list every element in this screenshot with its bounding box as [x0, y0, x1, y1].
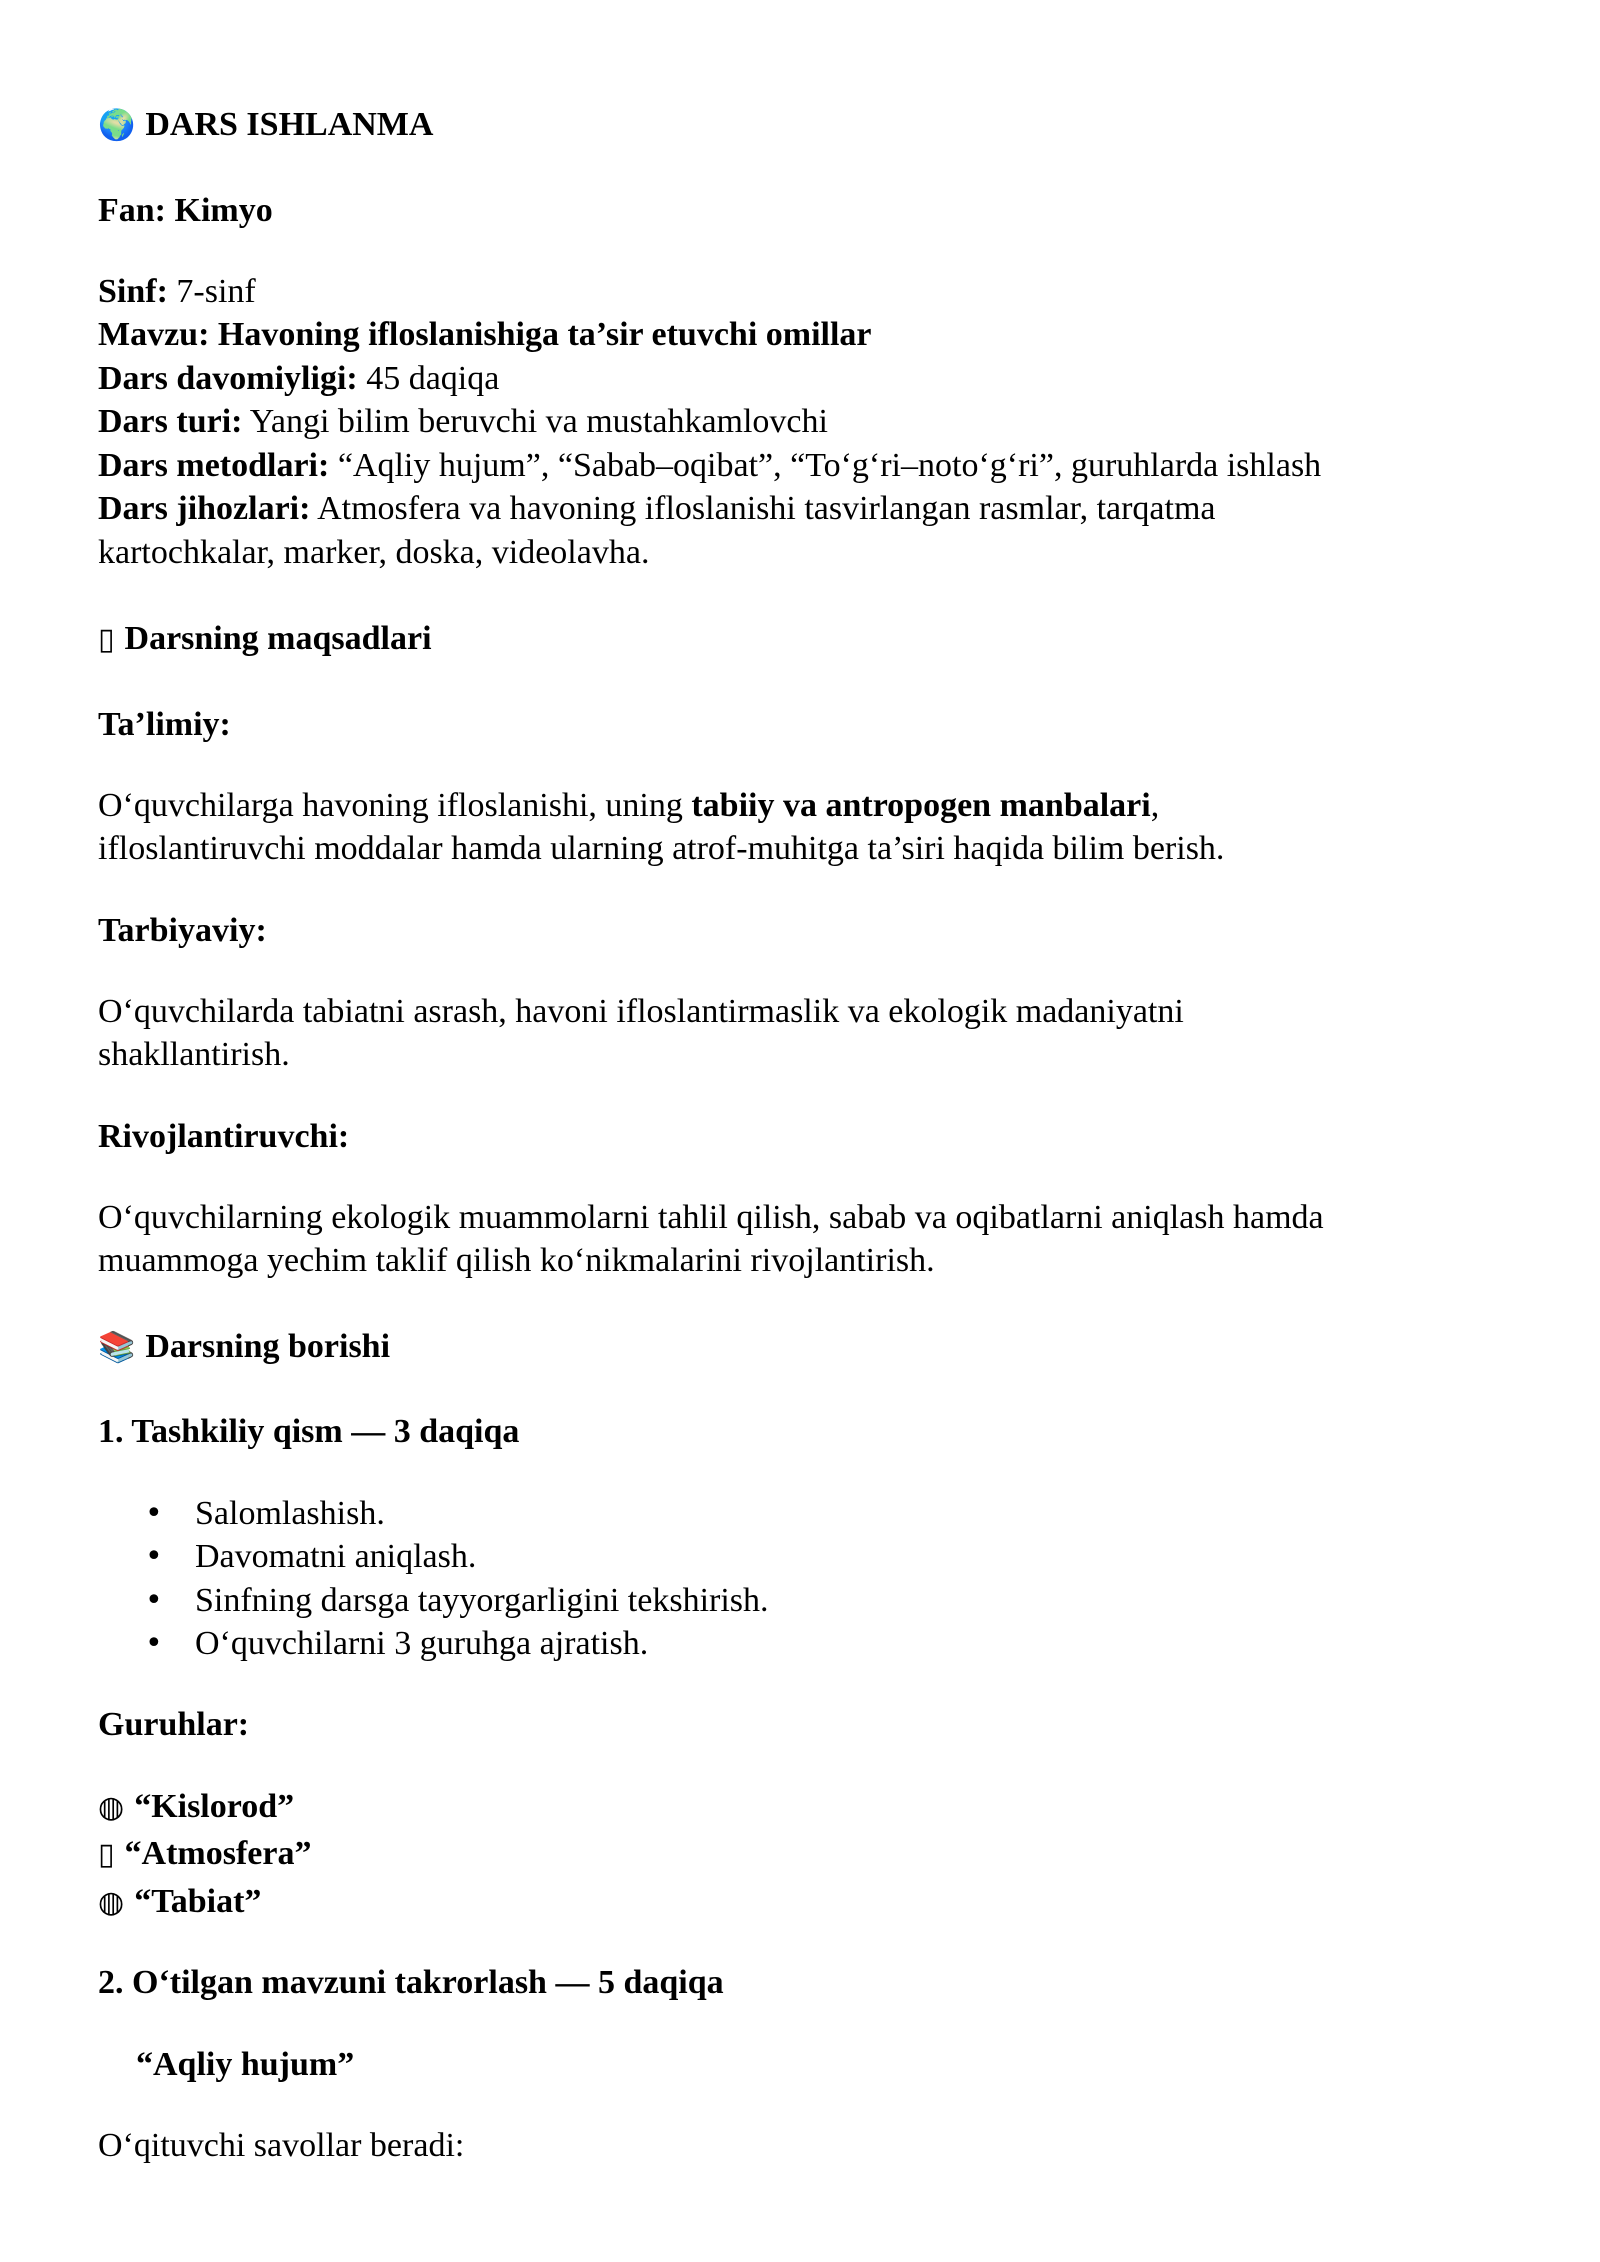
books-icon: 📚: [98, 1330, 136, 1365]
rivoj-text-2: muammoga yechim taklif qilish ko‘nikmalarini rivojlantirish.: [98, 1242, 935, 1279]
document-title-text: DARS ISHLANMA: [145, 106, 434, 143]
sinf-value: 7-sinf: [176, 273, 256, 310]
list-item-text: Davomatni aniqlash.: [195, 1538, 477, 1575]
sinf-label: Sinf:: [98, 273, 168, 310]
metodlar-label: Dars metodlari:: [98, 447, 330, 484]
target-icon: ▯: [98, 622, 115, 657]
borishi-heading: [98, 1325, 390, 1370]
bullet-icon: •: [145, 1496, 163, 1531]
group-item: [98, 1785, 294, 1830]
circle-icon: ◍: [98, 1885, 125, 1920]
turi-value: Yangi bilim beruvchi va mustahkamlovchi: [249, 403, 828, 440]
maqsadlar-heading: [98, 617, 432, 662]
group-name: “Atmosfera”: [124, 1835, 312, 1872]
talimiy-text-2: ifloslantiruvchi moddalar hamda ularning atrof-muhitga ta’siri haqida bilim berish.: [98, 830, 1225, 867]
mavzu-value: Havoning ifloslanishiga ta’sir etuvchi omillar: [217, 316, 872, 353]
talimiy-text-bold: tabiiy va antropogen manbalari: [691, 787, 1151, 824]
jihozlar-line: [98, 487, 1216, 531]
list-item-text: Sinfning darsga tayyorgarligini tekshirish.: [195, 1582, 769, 1619]
tarbiyaviy-heading: Tarbiyaviy:: [98, 912, 267, 949]
list-item: [98, 1622, 1398, 1666]
globe-icon: 🌍: [98, 108, 136, 143]
turi-label: Dars turi:: [98, 403, 243, 440]
fan-label: Fan:: [98, 192, 166, 229]
davomiylik-label: Dars davomiyligi:: [98, 360, 358, 397]
group-name: “Kislorod”: [134, 1788, 295, 1825]
maqsadlar-heading-text: Darsning maqsadlari: [124, 620, 432, 657]
fan-line: [98, 189, 273, 233]
talimiy-heading: Ta’limiy:: [98, 706, 231, 743]
group-item: [98, 1832, 311, 1877]
bullet-icon: •: [145, 1626, 163, 1661]
tarbiyaviy-text-2: shakllantirish.: [98, 1036, 290, 1073]
borishi-heading-text: Darsning borishi: [145, 1328, 391, 1365]
list-item-text: O‘quvchilarni 3 guruhga ajratish.: [195, 1625, 649, 1662]
bullet-icon: •: [145, 1539, 163, 1574]
step1-heading: 1. Tashkiliy qism — 3 daqiqa: [98, 1413, 520, 1450]
bullet-icon: •: [145, 1583, 163, 1618]
jihozlar-label: Dars jihozlari:: [98, 490, 311, 527]
metodlar-line: [98, 444, 1321, 488]
rivoj-heading: Rivojlantiruvchi:: [98, 1118, 350, 1155]
jihozlar-value: Atmosfera va havoning ifloslanishi tasvirlangan rasmlar, tarqatma: [317, 490, 1216, 527]
list-item: [98, 1579, 1398, 1623]
sinf-line: [98, 270, 256, 314]
guruhlar-heading: Guruhlar:: [98, 1706, 250, 1743]
mavzu-label: Mavzu:: [98, 316, 210, 353]
fan-value: Kimyo: [174, 192, 273, 229]
metodlar-value: “Aqliy hujum”, “Sabab–oqibat”, “To‘g‘ri–noto‘g‘ri”, guruhlarda ishlash: [337, 447, 1322, 484]
davomiylik-line: [98, 357, 499, 401]
document-title: [98, 103, 433, 148]
tarbiyaviy-text-1: O‘quvchilarda tabiatni asrash, havoni ifloslantirmaslik va ekologik madaniyatni: [98, 993, 1184, 1030]
step2-method: “Aqliy hujum”: [136, 2046, 355, 2083]
rivoj-text-1: O‘quvchilarning ekologik muammolarni tahlil qilish, sabab va oqibatlarni aniqlash hamda: [98, 1199, 1324, 1236]
group-name: “Tabiat”: [134, 1883, 262, 1920]
talimiy-text-post: ,: [1150, 787, 1160, 824]
talimiy-text-1: [98, 784, 1159, 828]
list-item: [98, 1535, 1398, 1579]
jihozlar-line-2: kartochkalar, marker, doska, videolavha.: [98, 534, 650, 571]
step2-text: O‘qituvchi savollar beradi:: [98, 2127, 465, 2164]
list-item-text: Salomlashish.: [195, 1495, 385, 1532]
circle-icon: ◍: [98, 1790, 125, 1825]
mavzu-line: [98, 313, 872, 357]
square-icon: ▯: [98, 1837, 115, 1872]
group-item: [98, 1880, 261, 1925]
talimiy-text-pre: O‘quvchilarga havoning ifloslanishi, uning: [98, 787, 692, 824]
turi-line: [98, 400, 828, 444]
davomiylik-value: 45 daqiqa: [366, 360, 500, 397]
list-item: [98, 1492, 1398, 1536]
step2-heading: 2. O‘tilgan mavzuni takrorlash — 5 daqiqa: [98, 1964, 724, 2001]
